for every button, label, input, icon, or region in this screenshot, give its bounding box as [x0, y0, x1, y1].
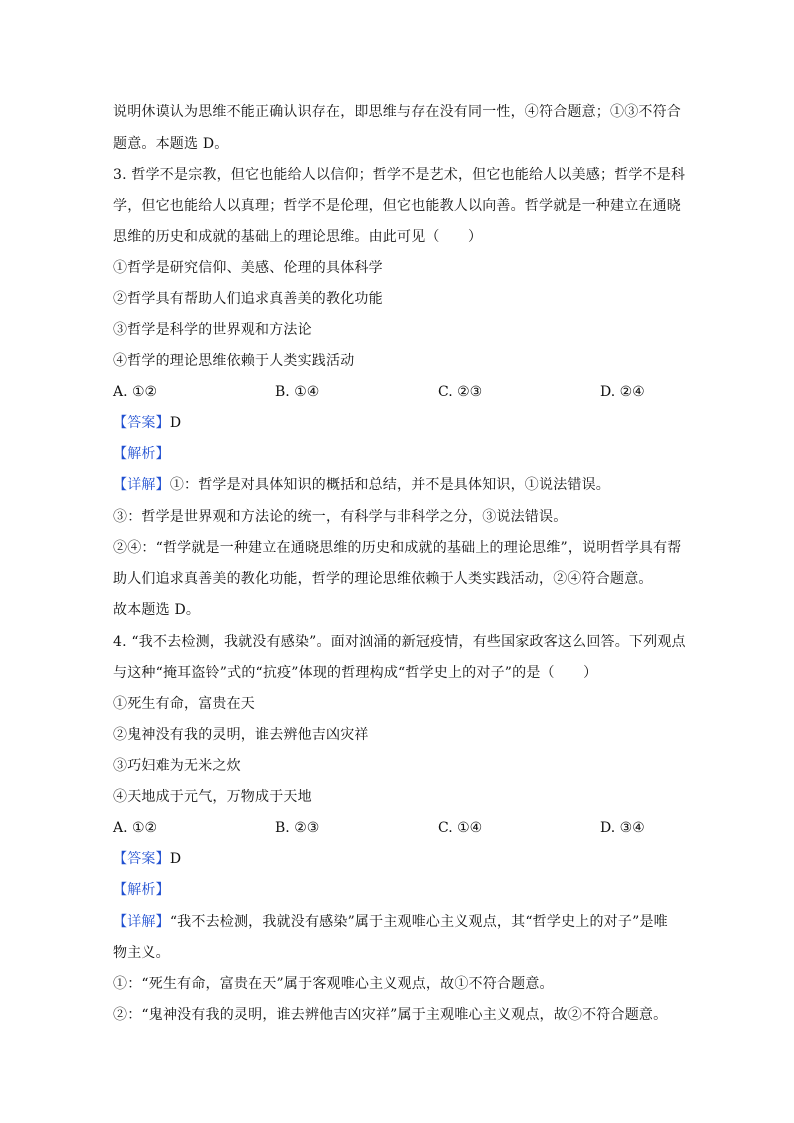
q4-analysis-heading — [113, 880, 170, 900]
q4-answer — [113, 849, 181, 869]
q4-detail-line-3: ①：“死生有命，富贵在天”属于客观唯心主义观点，故①不符合题意。 — [113, 976, 554, 992]
q3-detail-line-2: ③：哲学是世界观和方法论的统一，有科学与非科学之分，③说法错误。 — [113, 509, 568, 525]
q4-detail-line-4: ②：“鬼神没有我的灵明，谁去辨他吉凶灾祥”属于主观唯心主义观点，故②不符合题意。 — [113, 1007, 668, 1023]
q3-option-d: D. ②④ — [600, 384, 645, 400]
q3-detail-tag: 【详解】 — [113, 477, 170, 493]
q3-option-a: A. ①② — [113, 384, 158, 400]
q3-statement-4: ④哲学的理论思维依赖于人类实践活动 — [113, 353, 355, 369]
q4-answer-value: D — [169, 851, 182, 867]
q4-option-c: C. ①④ — [438, 820, 483, 836]
q4-statement-2: ②鬼神没有我的灵明，谁去辨他吉凶灾祥 — [113, 727, 369, 743]
q3-answer — [113, 413, 181, 433]
q3-option-c: C. ②③ — [438, 384, 483, 400]
prev-analysis-line-1: 说明休谟认为思维不能正确认识存在，即思维与存在没有同一性，④符合题意；①③不符合 — [113, 104, 681, 120]
q3-detail-line-1 — [113, 475, 610, 495]
q3-statement-3: ③哲学是科学的世界观和方法论 — [113, 322, 312, 338]
q3-analysis-heading — [113, 444, 170, 464]
q3-detail-line-3: ②④：“哲学就是一种建立在通晓思维的历史和成就的基础上的理论思维”，说明哲学具有帮 — [113, 540, 682, 556]
q3-detail-line-4: 助人们追求真善美的教化功能，哲学的理论思维依赖于人类实践活动，②④符合题意。 — [113, 571, 653, 587]
q3-option-b: B. ①④ — [275, 384, 320, 400]
q3-answer-tag: 【答案】 — [113, 415, 170, 431]
q3-statement-1: ①哲学是研究信仰、美感、伦理的具体科学 — [113, 260, 383, 276]
q4-option-b: B. ②③ — [275, 820, 320, 836]
q3-stem-line-1: 3. 哲学不是宗教，但它也能给人以信仰；哲学不是艺术，但它也能给人以美感；哲学不是科 — [113, 167, 686, 183]
q3-detail-line-5: 故本题选 D。 — [113, 602, 201, 618]
q4-analysis-tag: 【解析】 — [113, 882, 170, 898]
q3-stem-line-2: 学，但它也能给人以真理；哲学不是伦理，但它也能教人以向善。哲学就是一种建立在通晓 — [113, 198, 681, 214]
q4-option-d: D. ③④ — [600, 820, 645, 836]
q4-statement-3: ③巧妇难为无米之炊 — [113, 758, 241, 774]
q4-statement-4: ④天地成于元气，万物成于天地 — [113, 789, 312, 805]
q3-answer-value: D — [169, 415, 182, 431]
q3-analysis-tag: 【解析】 — [113, 446, 170, 462]
q3-stem-line-3: 思维的历史和成就的基础上的理论思维。由此可见（ ） — [113, 229, 483, 245]
q4-stem-line-1: 4. “我不去检测，我就没有感染”。面对汹涌的新冠疫情，有些国家政客这么回答。下列观点 — [113, 634, 686, 650]
q4-option-a: A. ①② — [113, 820, 158, 836]
prev-analysis-line-2: 题意。本题选 D。 — [113, 136, 229, 152]
q4-statement-1: ①死生有命，富贵在天 — [113, 696, 255, 712]
q4-answer-tag: 【答案】 — [113, 851, 170, 867]
q4-detail-line-1 — [113, 912, 668, 932]
q4-detail-tag: 【详解】 — [113, 914, 170, 930]
q4-stem-line-2: 与这种“掩耳盗铃”式的“抗疫”体现的哲理构成“哲学史上的对子”的是（ ） — [113, 665, 598, 681]
q3-detail-text-1: ①：哲学是对具体知识的概括和总结，并不是具体知识，①说法错误。 — [169, 477, 611, 493]
q4-detail-line-2: 物主义。 — [113, 945, 170, 961]
q3-statement-2: ②哲学具有帮助人们追求真善美的教化功能 — [113, 291, 383, 307]
q4-detail-text-1: “我不去检测，我就没有感染”属于主观唯心主义观点，其“哲学史上的对子”是唯 — [169, 914, 668, 930]
